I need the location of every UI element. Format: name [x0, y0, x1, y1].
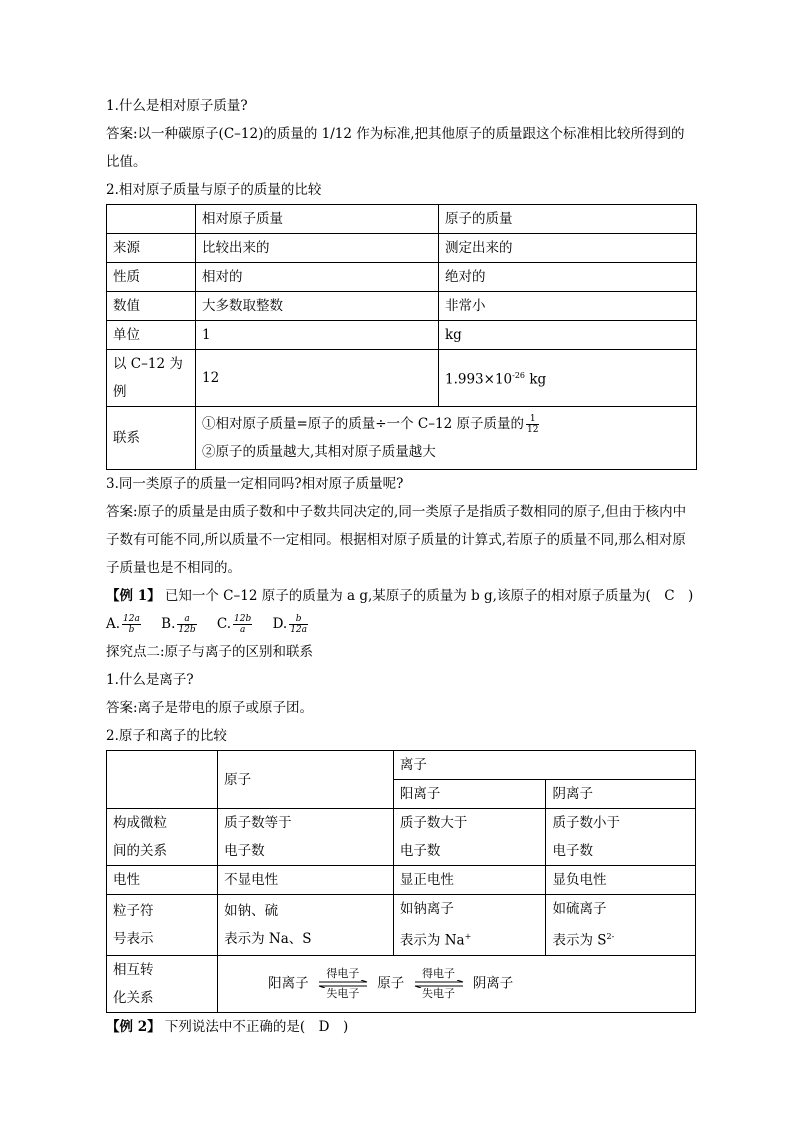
table-cell: 原子 — [218, 751, 394, 809]
relation-line-2: ②原子的质量越大,其相对原子质量越大 — [202, 444, 436, 460]
equilibrium-arrow-icon: 得电子 失电子 — [317, 968, 369, 1000]
table-row — [107, 751, 696, 780]
table-cell: 质子数小于 电子数 — [546, 809, 696, 866]
table-cell: 阳离子 — [393, 780, 546, 809]
table-cell: 联系 — [107, 407, 196, 470]
answer-1: 答案:以一种碳原子(C–12)的质量的 1/12 作为标准,把其他原子的质量跟这个标准相比较所得到的比值。 — [106, 126, 685, 170]
mass-exponent: -26 — [512, 371, 526, 381]
table-cell: 质子数大于 电子数 — [393, 809, 546, 866]
example-1-options — [106, 610, 696, 638]
table-cell: 单位 — [107, 321, 196, 350]
table-cell: 比较出来的 — [196, 234, 439, 263]
table-cell: 如钠、硫 表示为 Na、S — [218, 895, 394, 956]
option-c: C. $\frac{12b}{a}$ — [216, 614, 252, 635]
table-cell: 如钠离子 表示为 Na+ — [393, 895, 546, 956]
table-cell: 1 — [196, 321, 439, 350]
table-cell: 大多数取整数 — [196, 292, 439, 321]
table-row — [107, 292, 697, 321]
equilibrium-arrow-icon: 得电子 失电子 — [413, 968, 465, 1000]
example-label: 【例 2】 — [106, 1018, 161, 1035]
table-cell: 离子 — [393, 751, 695, 780]
table-cell: 测定出来的 — [439, 234, 697, 263]
conv-cation: 阳离子 — [268, 975, 309, 991]
example-label: 【例 1】 — [106, 588, 161, 604]
table-cell — [107, 751, 218, 809]
mass-unit: kg — [525, 371, 547, 388]
table-cell: 如硫离子 表示为 $S^{2-}$ — [546, 895, 696, 956]
comparison-table-ion — [106, 750, 696, 1013]
table-cell — [107, 205, 196, 234]
table-row — [107, 809, 696, 866]
table-row — [107, 234, 697, 263]
table-cell: 显正电性 — [393, 866, 546, 895]
table-cell: 绝对的 — [439, 263, 697, 292]
table-row — [107, 407, 697, 470]
example-1 — [106, 582, 696, 610]
table-cell: kg — [439, 321, 697, 350]
question-5: 2.原子和离子的比较 — [106, 728, 227, 744]
answer-3: 答案:原子的质量是由质子数和中子数共同决定的,同一类原子是指质子数相同的原子,但由于核内中子数有可能不同,所以质量不一定相同。根据相对原子质量的计算式,若原子的质量不同,那么相对原子质量也是不相同的。 — [106, 504, 687, 576]
table-cell: 数值 — [107, 292, 196, 321]
table-cell — [439, 350, 697, 407]
table-cell: 非常小 — [439, 292, 697, 321]
question-2: 2.相对原子质量与原子的质量的比较 — [106, 182, 322, 198]
document-page — [106, 92, 696, 1041]
table-row — [107, 263, 697, 292]
relation-line-1: ①相对原子质量=原子的质量÷一个 C–12 原子质量的 $\frac{1}{12}$ — [202, 414, 539, 435]
table-cell: 相对原子质量 — [196, 205, 439, 234]
table-cell: 相对的 — [196, 263, 439, 292]
table-row — [107, 955, 696, 1012]
table-cell: 粒子符 号表示 — [107, 895, 218, 956]
table-cell: 质子数等于 电子数 — [218, 809, 394, 866]
table-row — [107, 866, 696, 895]
option-b: B. $\frac{a}{12b}$ — [161, 614, 196, 635]
question-4: 1.什么是离子? — [106, 672, 194, 688]
table-row — [107, 350, 697, 407]
table-cell: 电性 — [107, 866, 218, 895]
table-cell: 构成微粒 间的关系 — [107, 809, 218, 866]
table-cell: 相互转 化关系 — [107, 955, 218, 1012]
conversion-cell — [218, 955, 696, 1012]
table-cell: 不显电性 — [218, 866, 394, 895]
comparison-table-mass — [106, 204, 697, 470]
example-2 — [106, 1013, 696, 1041]
example-text: 已知一个 C–12 原子的质量为 a g,某原子的质量为 b g,该原子的相对原子质量为( C ) — [160, 588, 694, 604]
table-cell: 性质 — [107, 263, 196, 292]
table-cell: 来源 — [107, 234, 196, 263]
table-row — [107, 205, 697, 234]
conv-anion: 阴离子 — [472, 975, 514, 991]
conv-atom: 原子 — [377, 975, 405, 991]
table-row — [107, 321, 697, 350]
section-heading: 探究点二:原子与离子的区别和联系 — [106, 644, 314, 660]
option-a: A. $\frac{12a}{b}$ — [106, 614, 140, 635]
question-3: 3.同一类原子的质量一定相同吗?相对原子质量呢? — [106, 476, 404, 492]
answer-4: 答案:离子是带电的原子或原子团。 — [106, 700, 314, 716]
table-cell: 显负电性 — [546, 866, 696, 895]
table-cell: 原子的质量 — [439, 205, 697, 234]
fraction: $\frac{1}{12}$ — [526, 414, 539, 435]
table-cell — [196, 407, 697, 470]
question-1: 1.什么是相对原子质量? — [106, 98, 248, 114]
mass-value: 1.993×10 — [445, 371, 513, 388]
table-cell: 12 — [196, 350, 439, 407]
table-cell: 阴离子 — [546, 780, 696, 809]
table-row — [107, 895, 696, 956]
table-cell: 以 C–12 为例 — [107, 350, 196, 407]
example-text: 下列说法中不正确的是( D ) — [160, 1018, 349, 1035]
option-d: D. $\frac{b}{12a}$ — [272, 614, 308, 635]
